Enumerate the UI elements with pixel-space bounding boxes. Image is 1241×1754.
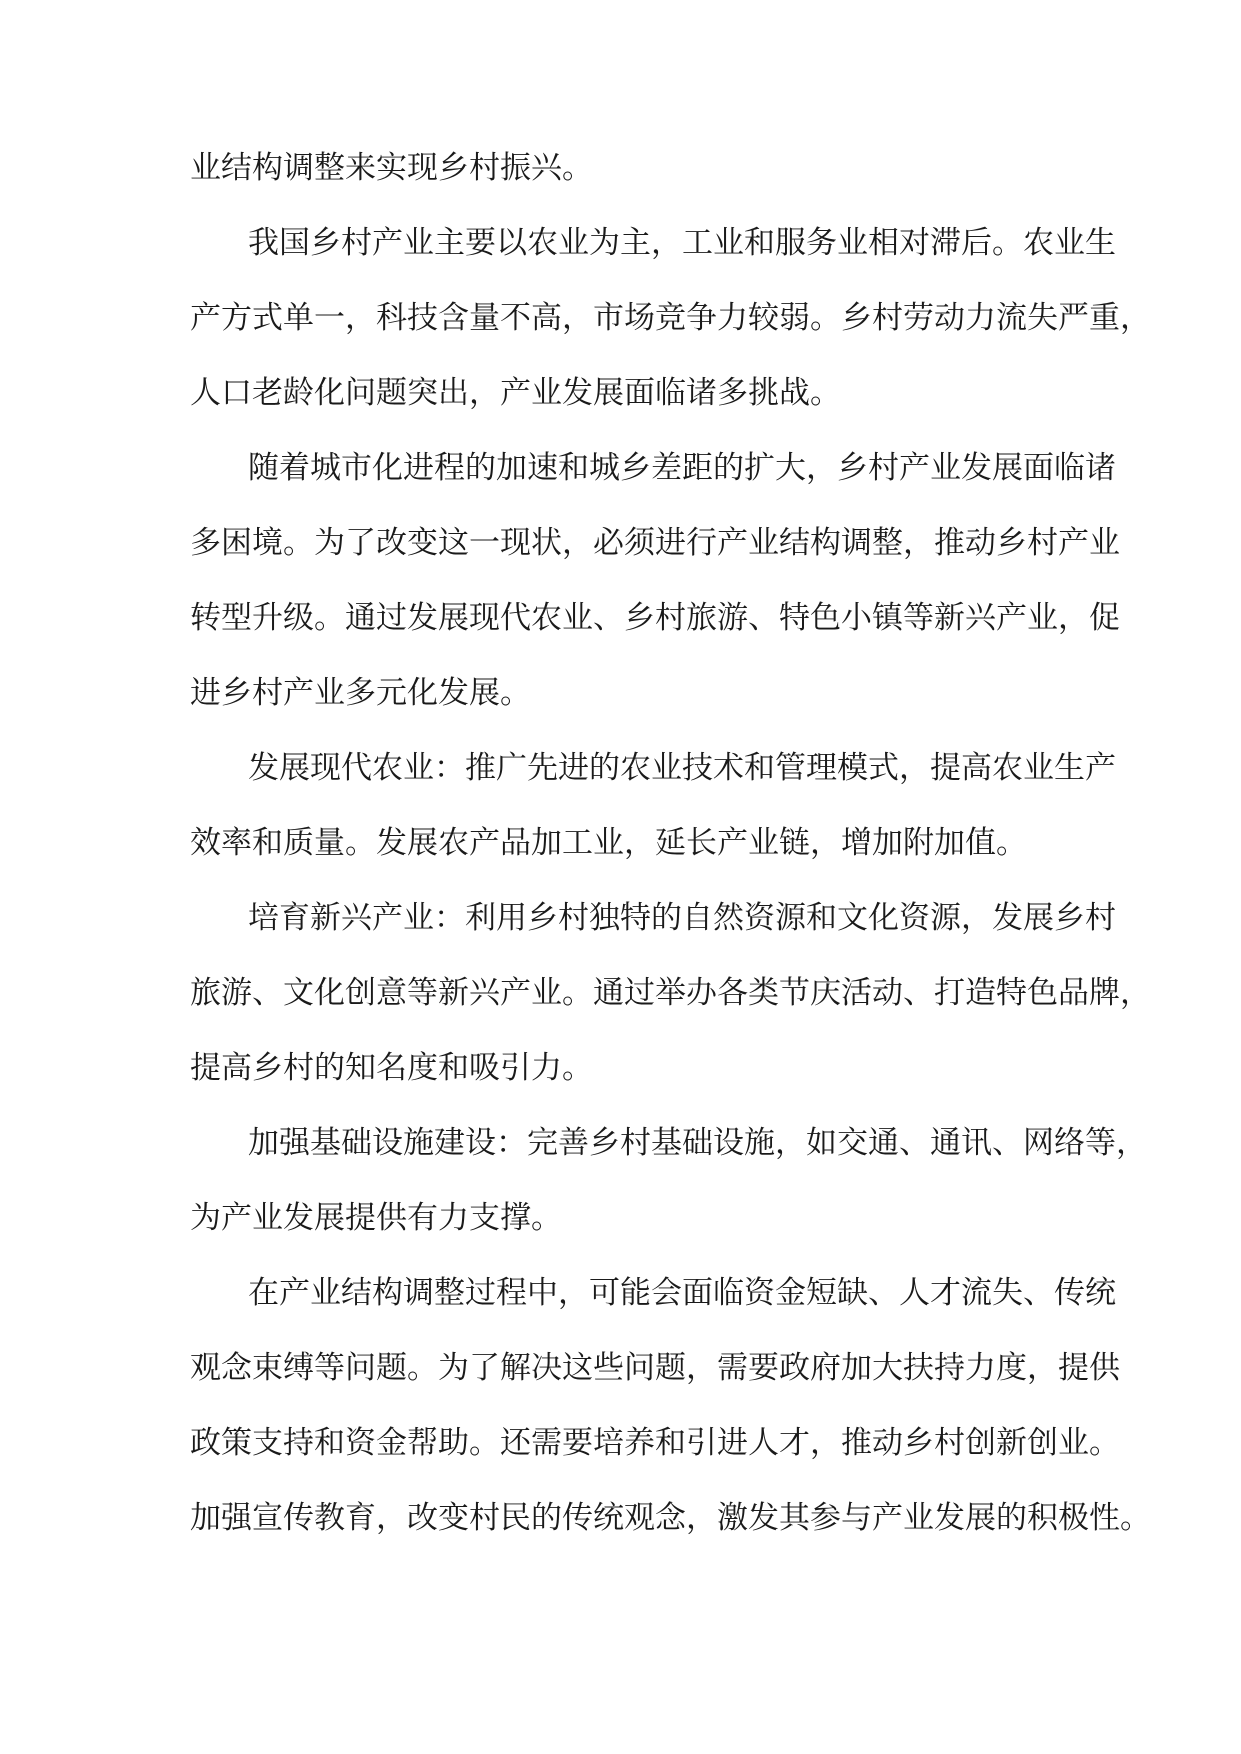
text-line: 我国乡村产业主要以农业为主，工业和服务业相对滞后。农业生 xyxy=(248,225,1116,261)
text-line: 产方式单一，科技含量不高，市场竞争力较弱。乡村劳动力流失严重， xyxy=(190,300,1151,336)
text-line: 加强宣传教育，改变村民的传统观念，激发其参与产业发展的积极性。 xyxy=(190,1500,1151,1536)
text-line: 效率和质量。发展农产品加工业，延长产业链，增加附加值。 xyxy=(190,825,1027,861)
text-line: 业结构调整来实现乡村振兴。 xyxy=(190,150,593,186)
text-line: 旅游、文化创意等新兴产业。通过举办各类节庆活动、打造特色品牌， xyxy=(190,975,1151,1011)
text-line: 观念束缚等问题。为了解决这些问题，需要政府加大扶持力度，提供 xyxy=(190,1350,1120,1386)
text-line: 在产业结构调整过程中，可能会面临资金短缺、人才流失、传统 xyxy=(248,1275,1116,1311)
text-line: 为产业发展提供有力支撑。 xyxy=(190,1200,562,1236)
text-line: 提高乡村的知名度和吸引力。 xyxy=(190,1050,593,1086)
text-line: 随着城市化进程的加速和城乡差距的扩大，乡村产业发展面临诸 xyxy=(248,450,1116,486)
text-line: 加强基础设施建设：完善乡村基础设施，如交通、通讯、网络等， xyxy=(248,1125,1147,1161)
text-line: 进乡村产业多元化发展。 xyxy=(190,675,531,711)
text-line: 政策支持和资金帮助。还需要培养和引进人才，推动乡村创新创业。 xyxy=(190,1425,1120,1461)
text-line: 人口老龄化问题突出，产业发展面临诸多挑战。 xyxy=(190,375,841,411)
text-line: 培育新兴产业：利用乡村独特的自然资源和文化资源，发展乡村 xyxy=(248,900,1116,936)
text-line: 多困境。为了改变这一现状，必须进行产业结构调整，推动乡村产业 xyxy=(190,525,1120,561)
text-line: 发展现代农业：推广先进的农业技术和管理模式，提高农业生产 xyxy=(248,750,1116,786)
text-line: 转型升级。通过发展现代农业、乡村旅游、特色小镇等新兴产业，促 xyxy=(190,600,1120,636)
